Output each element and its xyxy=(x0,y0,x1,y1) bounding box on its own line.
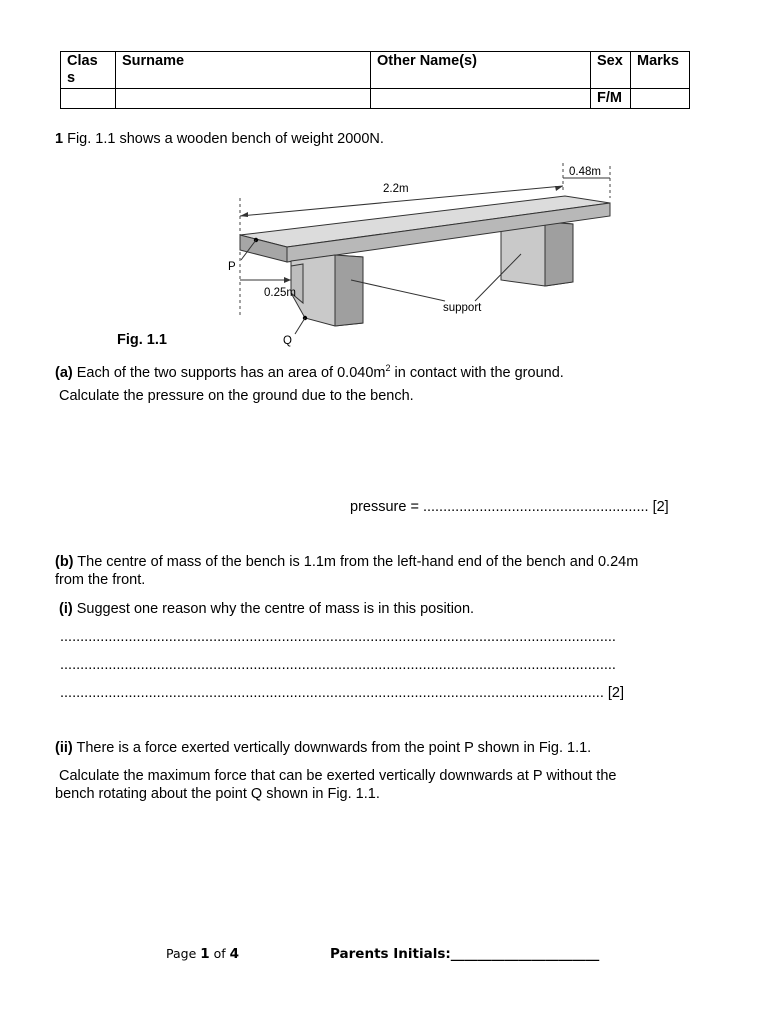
pressure-answer-line[interactable]: pressure = ........................................................ [2] xyxy=(350,499,669,515)
other-names-header: Other Name(s) xyxy=(371,52,591,89)
page-number: Page 1 of 4 xyxy=(166,946,240,962)
figure-caption: Fig. 1.1 xyxy=(117,332,167,348)
part-b-ii-instruction-line1: Calculate the maximum force that can be exerted vertically downwards at P without the xyxy=(59,768,617,784)
question-intro xyxy=(55,130,384,148)
part-b-text-line1: (b) The centre of mass of the bench is 1.1m from the left-hand end of the bench and 0.24m xyxy=(55,554,639,570)
class-header: Clas s xyxy=(61,52,116,89)
question-intro-text: Fig. 1.1 shows a wooden bench of weight 2000N. xyxy=(63,131,384,147)
question-number: 1 xyxy=(55,131,64,147)
sex-header: Sex xyxy=(591,52,631,89)
part-b-ii-instruction-line2: bench rotating about the point Q shown in Fig. 1.1. xyxy=(55,786,380,802)
answer-line-2[interactable]: .......................................................................................................................................... xyxy=(60,657,616,673)
support-label: support xyxy=(443,302,482,314)
parents-initials[interactable]: Parents Initials:______________________ xyxy=(330,946,600,962)
point-p-label: P xyxy=(228,261,236,273)
length-label: 2.2m xyxy=(383,183,409,195)
part-b-label: (b) xyxy=(55,554,74,570)
part-b-ii-text: (ii) There is a force exerted vertically downwards from the point P shown in Fig. 1.1. xyxy=(55,740,592,756)
marks-header: Marks xyxy=(631,52,690,89)
offset-label: 0.25m xyxy=(264,287,296,299)
part-b-i-text: (i) Suggest one reason why the centre of mass is in this position. xyxy=(59,601,475,617)
marks-cell[interactable] xyxy=(631,89,690,109)
student-info-table xyxy=(60,51,690,109)
part-a-label: (a) xyxy=(55,364,73,381)
answer-line-3[interactable]: ....................................................................................................................................... [2] xyxy=(60,685,625,701)
part-a-instruction: Calculate the pressure on the ground due to the bench. xyxy=(59,388,414,404)
header-row xyxy=(61,52,690,89)
part-a-text: (a) Each of the two supports has an area of $0.040m^2$ in contact with the ground. xyxy=(55,363,564,381)
sex-cell[interactable]: F/M xyxy=(591,89,631,109)
surname-header: Surname xyxy=(116,52,371,89)
surname-cell[interactable] xyxy=(116,89,371,109)
class-cell[interactable] xyxy=(61,89,116,109)
answer-line-1[interactable]: .......................................................................................................................................... xyxy=(60,629,616,645)
bench-figure xyxy=(225,158,625,350)
point-q-label: Q xyxy=(283,335,292,347)
part-b-i-label: (i) xyxy=(59,601,73,617)
part-b-ii-label: (ii) xyxy=(55,740,73,756)
width-label: 0.48m xyxy=(569,166,601,178)
other-names-cell[interactable] xyxy=(371,89,591,109)
part-b-text-line2: from the front. xyxy=(55,572,146,588)
entry-row xyxy=(61,89,690,109)
